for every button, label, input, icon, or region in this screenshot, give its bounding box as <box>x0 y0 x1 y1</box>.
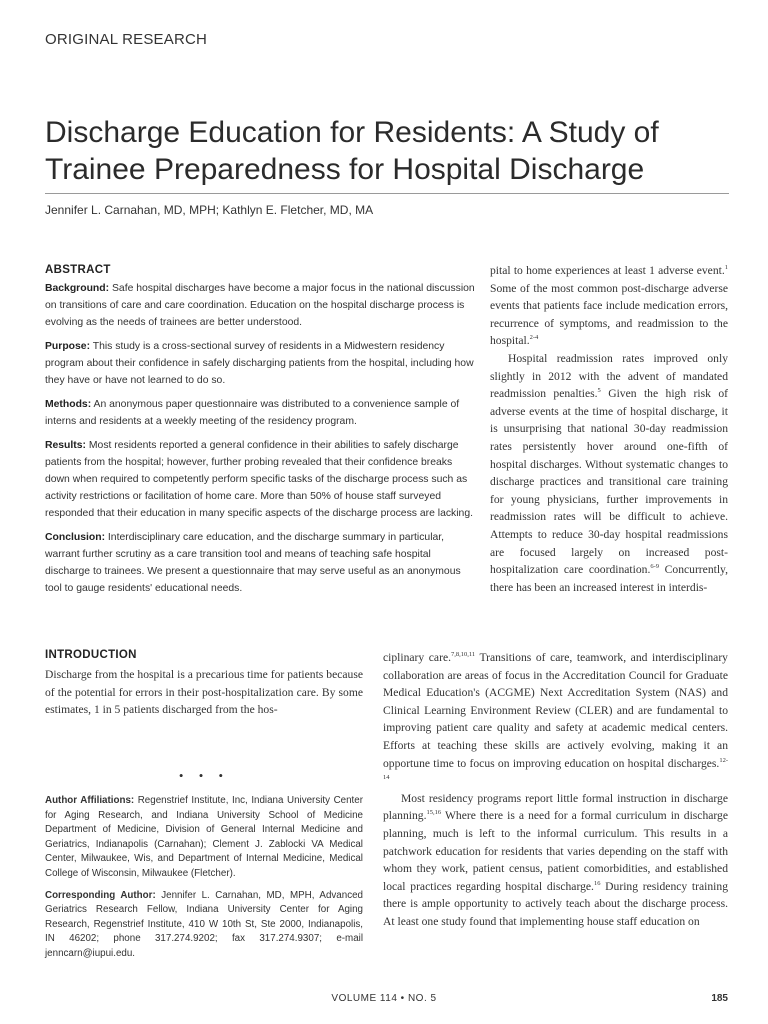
affiliations-block <box>45 794 363 969</box>
article-title: Discharge Education for Residents: A Study of Trainee Preparedness for Hospital Discharge <box>45 116 659 186</box>
corresponding-author-label: Corresponding Author: <box>45 889 156 901</box>
abstract-conclusion <box>45 529 475 597</box>
abstract-methods <box>45 396 475 430</box>
body-text: ciplinary care. <box>383 651 451 664</box>
body-paragraph <box>490 262 728 350</box>
citation-ref: 1 <box>724 264 728 272</box>
abstract-purpose-text: This study is a cross-sectional survey of residents in a Midwestern residency program about their confidence in safely discharging patients from the hospital, including how they have or have not learned to do so. <box>45 341 474 386</box>
abstract-background <box>45 280 475 331</box>
section-label: ORIGINAL RESEARCH <box>45 31 208 48</box>
abstract-purpose <box>45 338 475 389</box>
body-text: Hospital readmission rates improved only slightly in 2012 with the advent of mandated readmission penalties. <box>490 351 728 401</box>
footer-issue: NO. 5 <box>407 993 437 1004</box>
body-paragraph <box>383 790 728 931</box>
footer-volume-issue <box>0 993 768 1004</box>
body-text: Concurrently, there has been an increased interest in interdis- <box>490 563 728 594</box>
citation-ref: 16 <box>593 879 601 887</box>
citation-ref: 5 <box>597 387 601 395</box>
author-affiliations <box>45 794 363 882</box>
corresponding-author <box>45 889 363 962</box>
body-text: Given the high risk of adverse events at the time of hospital discharge, it is unsurprising that national 30-day readmission rates persistently hover around one-fifth of hospital discharges. Without systematic changes to discharge practices and transitional care training for young physicians, further improvements in readmission rates will be difficult to achieve. Attempts to reduce 30-day hospital readmissions are focused largely on increased post-hospitalization care coordination. <box>490 387 728 577</box>
right-column-upper <box>490 262 728 596</box>
abstract-block <box>45 262 475 604</box>
author-affiliations-label: Author Affiliations: <box>45 795 135 806</box>
body-paragraph <box>490 350 728 596</box>
corresponding-author-text: Jennifer L. Carnahan, MD, MPH, Advanced Geriatrics Research Fellow, Indiana University Center for Aging Research, Regenstrief Institute, 410 W 10th St, Ste 2000, Indianapolis, IN 46202; phone 317.274.9202; fax 317.274.9307; e-mail jenncarn@iupui.edu. <box>45 889 363 959</box>
body-text: pital to home experiences at least 1 adverse event. <box>490 264 725 277</box>
body-text: During residency training there is ample opportunity to actively teach about the discharge process. At least one study found that implementing house staff education on <box>383 879 728 928</box>
citation-ref: 6-9 <box>650 563 660 571</box>
title-divider <box>45 193 729 194</box>
abstract-purpose-label: Purpose: <box>45 341 91 352</box>
introduction-heading: INTRODUCTION <box>45 649 137 661</box>
article-authors: Jennifer L. Carnahan, MD, MPH; Kathlyn E. Fletcher, MD, MA <box>45 203 374 217</box>
abstract-results <box>45 437 475 522</box>
abstract-background-text: Safe hospital discharges have become a major focus in the national discussion on transitions of care and care coordination. Education on the hospital discharge process is evolving as the needs of trainees are better understood. <box>45 283 475 328</box>
section-separator: • • • <box>178 768 230 783</box>
abstract-results-label: Results: <box>45 440 86 451</box>
abstract-methods-label: Methods: <box>45 399 92 410</box>
body-text: Most residency programs report little formal instruction in discharge planning. <box>383 791 728 823</box>
page-number: 185 <box>711 993 728 1004</box>
abstract-methods-text: An anonymous paper questionnaire was distributed to a convenience sample of interns and residents at a weekly meeting of the residency program. <box>45 399 460 427</box>
body-text: Transitions of care, teamwork, and interdisciplinary collaboration are areas of focus in the Accreditation Council for Graduate Medical Education's (ACGME) Next Accreditation System (NAS) and Clinical Learning Environment Review (CLER) and are fundamental to improving patient care quality and safety at academic medical centers. Efforts at teaching these skills are actively evolving, making it an opportune time to focus on improving education on hospital discharges. <box>383 651 728 770</box>
citation-ref: 15,16 <box>426 809 442 817</box>
footer-volume: VOLUME 114 <box>331 993 398 1004</box>
footer-bullet: • <box>400 993 405 1004</box>
citation-ref: 12-14 <box>383 756 728 782</box>
body-text: Where there is a need for a formal curriculum in discharge planning, much is left to the informal curriculum. This results in a patchwork education for residents that varies depending on the staff with whom they work, patient census, patient comorbidities, and established local practices regarding hospital discharge. <box>383 809 728 893</box>
abstract-conclusion-label: Conclusion: <box>45 532 106 543</box>
abstract-results-text: Most residents reported a general confidence in their abilities to safely discharge patients from the hospital; however, further probing revealed that their confidence breaks down when required to competently perform specific tasks of the discharge process such as activity restrictions or facilitation of home care. More than 50% of house staff surveyed responded that their education in many specific aspects of the discharge process are lacking. <box>45 440 473 519</box>
body-text: Some of the most common post-discharge adverse events that patients face include medication errors, recurrence of symptoms, and readmission to the hospital. <box>490 281 728 348</box>
right-column-lower <box>383 649 728 931</box>
citation-ref: 2-4 <box>529 334 539 342</box>
citation-ref: 7,8,10,11 <box>450 651 476 659</box>
author-affiliations-text: Regenstrief Institute, Inc, Indiana University Center for Aging Research, and Indiana University School of Medicine Department of Medicine, Division of General Internal Medicine and Geriatrics, Indianapolis (Carnahan); Clement J. Zablocki VA Medical Center, Milwaukee, Wis, and Department of Internal Medicine, Medical College of Wisconsin, Milwaukee (Fletcher). <box>45 795 363 879</box>
abstract-conclusion-text: Interdisciplinary care education, and the discharge summary in particular, warrant further scrutiny as a care transition tool and means of teaching safe hospital discharge to trainees. We present a questionnaire that may serve useful as an anonymous tool to gauge residents' educational needs. <box>45 532 461 594</box>
body-paragraph <box>383 649 728 790</box>
abstract-heading: ABSTRACT <box>45 264 111 276</box>
introduction-text: Discharge from the hospital is a precarious time for patients because of the potential for errors in their post-hospitalization care. By some estimates, 1 in 5 patients discharged from the hos- <box>45 668 363 716</box>
abstract-background-label: Background: <box>45 283 110 294</box>
